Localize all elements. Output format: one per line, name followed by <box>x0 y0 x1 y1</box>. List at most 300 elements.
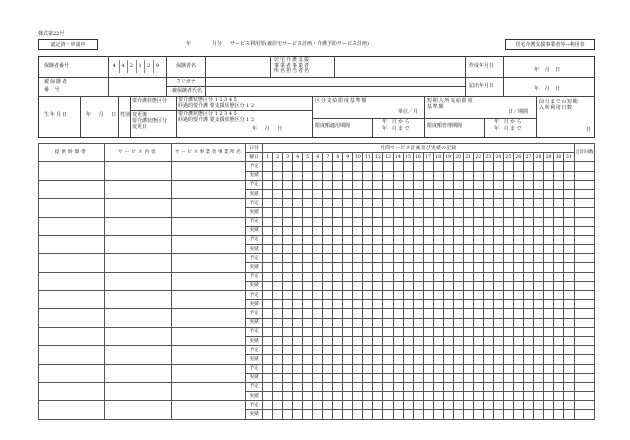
day-cell[interactable] <box>403 217 413 226</box>
day-cell[interactable] <box>564 392 574 401</box>
day-cell[interactable] <box>393 336 403 345</box>
day-cell[interactable] <box>554 336 564 345</box>
day-cell[interactable] <box>353 254 363 263</box>
day-cell[interactable] <box>453 171 463 180</box>
day-cell[interactable] <box>293 318 303 327</box>
day-cell[interactable] <box>353 401 363 410</box>
day-cell[interactable] <box>564 272 574 281</box>
day-cell[interactable] <box>323 272 333 281</box>
day-cell[interactable] <box>283 208 293 217</box>
day-cell[interactable] <box>453 272 463 281</box>
day-cell[interactable] <box>543 281 553 290</box>
day-cell[interactable] <box>503 281 513 290</box>
day-cell[interactable] <box>413 336 423 345</box>
day-cell[interactable] <box>303 291 313 300</box>
day-cell[interactable] <box>333 373 343 382</box>
day-cell[interactable] <box>463 410 473 419</box>
day-cell[interactable] <box>443 410 453 419</box>
day-cell[interactable] <box>423 199 433 208</box>
day-cell[interactable] <box>433 208 443 217</box>
day-cell[interactable] <box>554 346 564 355</box>
day-cell[interactable] <box>564 263 574 272</box>
day-cell[interactable] <box>533 208 543 217</box>
day-cell[interactable] <box>503 254 513 263</box>
day-cell[interactable] <box>333 346 343 355</box>
day-cell[interactable] <box>503 199 513 208</box>
total-cell[interactable] <box>574 245 594 254</box>
day-cell[interactable] <box>533 346 543 355</box>
day-cell[interactable] <box>564 410 574 419</box>
day-cell[interactable] <box>283 180 293 189</box>
day-cell[interactable] <box>323 364 333 373</box>
provider-cell[interactable] <box>172 254 246 272</box>
day-cell[interactable] <box>453 373 463 382</box>
day-cell[interactable] <box>433 364 443 373</box>
day-cell[interactable] <box>383 410 393 419</box>
provider-cell[interactable] <box>172 401 246 419</box>
day-cell[interactable] <box>303 309 313 318</box>
day-cell[interactable] <box>313 189 323 198</box>
day-cell[interactable] <box>483 346 493 355</box>
day-cell[interactable] <box>373 327 383 336</box>
day-cell[interactable] <box>413 410 423 419</box>
day-cell[interactable] <box>503 346 513 355</box>
day-cell[interactable] <box>503 382 513 391</box>
day-cell[interactable] <box>323 226 333 235</box>
total-cell[interactable] <box>574 364 594 373</box>
day-cell[interactable] <box>483 401 493 410</box>
day-cell[interactable] <box>453 401 463 410</box>
day-cell[interactable] <box>383 171 393 180</box>
day-cell[interactable] <box>393 189 403 198</box>
day-cell[interactable] <box>263 318 273 327</box>
day-cell[interactable] <box>493 180 503 189</box>
day-cell[interactable] <box>423 309 433 318</box>
day-cell[interactable] <box>303 171 313 180</box>
day-cell[interactable] <box>363 373 373 382</box>
day-cell[interactable] <box>543 199 553 208</box>
day-cell[interactable] <box>383 245 393 254</box>
day-cell[interactable] <box>273 245 283 254</box>
day-cell[interactable] <box>403 401 413 410</box>
day-cell[interactable] <box>483 180 493 189</box>
day-cell[interactable] <box>423 180 433 189</box>
day-cell[interactable] <box>433 300 443 309</box>
day-cell[interactable] <box>473 217 483 226</box>
day-cell[interactable] <box>433 336 443 345</box>
day-cell[interactable] <box>363 355 373 364</box>
day-cell[interactable] <box>473 401 483 410</box>
total-cell[interactable] <box>574 346 594 355</box>
day-cell[interactable] <box>323 254 333 263</box>
day-cell[interactable] <box>313 199 323 208</box>
day-cell[interactable] <box>313 217 323 226</box>
day-cell[interactable] <box>483 318 493 327</box>
day-cell[interactable] <box>463 254 473 263</box>
day-cell[interactable] <box>283 162 293 171</box>
total-cell[interactable] <box>574 171 594 180</box>
day-cell[interactable] <box>513 199 523 208</box>
day-cell[interactable] <box>413 162 423 171</box>
day-cell[interactable] <box>493 162 503 171</box>
day-cell[interactable] <box>543 291 553 300</box>
day-cell[interactable] <box>493 272 503 281</box>
day-cell[interactable] <box>273 235 283 244</box>
day-cell[interactable] <box>293 235 303 244</box>
day-cell[interactable] <box>513 410 523 419</box>
day-cell[interactable] <box>493 245 503 254</box>
day-cell[interactable] <box>353 171 363 180</box>
day-cell[interactable] <box>473 291 483 300</box>
day-cell[interactable] <box>543 382 553 391</box>
service-cell[interactable] <box>104 272 172 290</box>
day-cell[interactable] <box>283 410 293 419</box>
day-cell[interactable] <box>353 272 363 281</box>
day-cell[interactable] <box>554 327 564 336</box>
day-cell[interactable] <box>483 189 493 198</box>
day-cell[interactable] <box>554 208 564 217</box>
day-cell[interactable] <box>413 263 423 272</box>
day-cell[interactable] <box>473 254 483 263</box>
day-cell[interactable] <box>343 382 353 391</box>
day-cell[interactable] <box>423 382 433 391</box>
time-cell[interactable] <box>39 272 105 290</box>
day-cell[interactable] <box>283 189 293 198</box>
day-cell[interactable] <box>493 382 503 391</box>
day-cell[interactable] <box>443 364 453 373</box>
day-cell[interactable] <box>373 355 383 364</box>
day-cell[interactable] <box>363 382 373 391</box>
day-cell[interactable] <box>393 226 403 235</box>
service-cell[interactable] <box>104 327 172 345</box>
day-cell[interactable] <box>543 401 553 410</box>
day-cell[interactable] <box>313 327 323 336</box>
day-cell[interactable] <box>543 392 553 401</box>
day-cell[interactable] <box>393 309 403 318</box>
day-cell[interactable] <box>533 309 543 318</box>
day-cell[interactable] <box>283 263 293 272</box>
day-cell[interactable] <box>293 373 303 382</box>
day-cell[interactable] <box>564 235 574 244</box>
day-cell[interactable] <box>543 217 553 226</box>
day-cell[interactable] <box>313 410 323 419</box>
day-cell[interactable] <box>303 355 313 364</box>
day-cell[interactable] <box>473 235 483 244</box>
day-cell[interactable] <box>453 235 463 244</box>
day-cell[interactable] <box>293 355 303 364</box>
day-cell[interactable] <box>323 281 333 290</box>
day-cell[interactable] <box>263 162 273 171</box>
day-cell[interactable] <box>443 336 453 345</box>
day-cell[interactable] <box>503 226 513 235</box>
day-cell[interactable] <box>323 245 333 254</box>
day-cell[interactable] <box>393 327 403 336</box>
day-cell[interactable] <box>283 272 293 281</box>
day-cell[interactable] <box>433 392 443 401</box>
service-cell[interactable] <box>104 382 172 400</box>
day-cell[interactable] <box>564 171 574 180</box>
day-cell[interactable] <box>363 180 373 189</box>
day-cell[interactable] <box>513 217 523 226</box>
day-cell[interactable] <box>533 373 543 382</box>
day-cell[interactable] <box>313 226 323 235</box>
day-cell[interactable] <box>453 410 463 419</box>
day-cell[interactable] <box>564 327 574 336</box>
day-cell[interactable] <box>473 281 483 290</box>
day-cell[interactable] <box>533 263 543 272</box>
total-cell[interactable] <box>574 226 594 235</box>
day-cell[interactable] <box>293 272 303 281</box>
day-cell[interactable] <box>343 263 353 272</box>
day-cell[interactable] <box>533 171 543 180</box>
day-cell[interactable] <box>533 327 543 336</box>
day-cell[interactable] <box>353 410 363 419</box>
day-cell[interactable] <box>303 373 313 382</box>
day-cell[interactable] <box>554 263 564 272</box>
service-cell[interactable] <box>104 364 172 382</box>
day-cell[interactable] <box>263 346 273 355</box>
day-cell[interactable] <box>303 226 313 235</box>
day-cell[interactable] <box>383 199 393 208</box>
day-cell[interactable] <box>483 300 493 309</box>
day-cell[interactable] <box>433 355 443 364</box>
day-cell[interactable] <box>513 346 523 355</box>
day-cell[interactable] <box>443 189 453 198</box>
day-cell[interactable] <box>503 364 513 373</box>
provider-cell[interactable] <box>172 364 246 382</box>
day-cell[interactable] <box>313 309 323 318</box>
day-cell[interactable] <box>554 171 564 180</box>
day-cell[interactable] <box>403 291 413 300</box>
day-cell[interactable] <box>283 364 293 373</box>
day-cell[interactable] <box>483 226 493 235</box>
day-cell[interactable] <box>564 364 574 373</box>
day-cell[interactable] <box>383 208 393 217</box>
day-cell[interactable] <box>403 226 413 235</box>
day-cell[interactable] <box>293 336 303 345</box>
day-cell[interactable] <box>353 235 363 244</box>
day-cell[interactable] <box>293 208 303 217</box>
day-cell[interactable] <box>433 226 443 235</box>
day-cell[interactable] <box>333 318 343 327</box>
day-cell[interactable] <box>313 263 323 272</box>
day-cell[interactable] <box>443 180 453 189</box>
day-cell[interactable] <box>313 208 323 217</box>
day-cell[interactable] <box>333 291 343 300</box>
day-cell[interactable] <box>443 373 453 382</box>
day-cell[interactable] <box>493 392 503 401</box>
day-cell[interactable] <box>433 346 443 355</box>
day-cell[interactable] <box>564 180 574 189</box>
day-cell[interactable] <box>413 346 423 355</box>
day-cell[interactable] <box>554 199 564 208</box>
day-cell[interactable] <box>433 373 443 382</box>
day-cell[interactable] <box>543 235 553 244</box>
day-cell[interactable] <box>373 263 383 272</box>
day-cell[interactable] <box>393 364 403 373</box>
day-cell[interactable] <box>403 373 413 382</box>
day-cell[interactable] <box>554 291 564 300</box>
day-cell[interactable] <box>353 382 363 391</box>
provider-cell[interactable] <box>172 272 246 290</box>
day-cell[interactable] <box>493 309 503 318</box>
day-cell[interactable] <box>333 162 343 171</box>
day-cell[interactable] <box>363 189 373 198</box>
day-cell[interactable] <box>273 346 283 355</box>
day-cell[interactable] <box>564 373 574 382</box>
total-cell[interactable] <box>574 217 594 226</box>
day-cell[interactable] <box>513 281 523 290</box>
day-cell[interactable] <box>323 318 333 327</box>
day-cell[interactable] <box>273 364 283 373</box>
day-cell[interactable] <box>283 401 293 410</box>
day-cell[interactable] <box>383 318 393 327</box>
day-cell[interactable] <box>473 392 483 401</box>
day-cell[interactable] <box>373 162 383 171</box>
day-cell[interactable] <box>413 355 423 364</box>
day-cell[interactable] <box>483 208 493 217</box>
day-cell[interactable] <box>373 254 383 263</box>
day-cell[interactable] <box>353 199 363 208</box>
day-cell[interactable] <box>423 162 433 171</box>
time-cell[interactable] <box>39 327 105 345</box>
day-cell[interactable] <box>493 327 503 336</box>
day-cell[interactable] <box>503 355 513 364</box>
day-cell[interactable] <box>353 226 363 235</box>
day-cell[interactable] <box>473 162 483 171</box>
day-cell[interactable] <box>263 235 273 244</box>
day-cell[interactable] <box>363 364 373 373</box>
day-cell[interactable] <box>263 199 273 208</box>
day-cell[interactable] <box>443 392 453 401</box>
day-cell[interactable] <box>493 355 503 364</box>
day-cell[interactable] <box>533 180 543 189</box>
day-cell[interactable] <box>433 272 443 281</box>
day-cell[interactable] <box>533 355 543 364</box>
day-cell[interactable] <box>554 392 564 401</box>
day-cell[interactable] <box>463 382 473 391</box>
day-cell[interactable] <box>503 217 513 226</box>
day-cell[interactable] <box>564 199 574 208</box>
day-cell[interactable] <box>363 309 373 318</box>
day-cell[interactable] <box>554 226 564 235</box>
day-cell[interactable] <box>423 281 433 290</box>
total-cell[interactable] <box>574 254 594 263</box>
day-cell[interactable] <box>333 401 343 410</box>
day-cell[interactable] <box>473 346 483 355</box>
day-cell[interactable] <box>373 226 383 235</box>
day-cell[interactable] <box>513 254 523 263</box>
day-cell[interactable] <box>393 235 403 244</box>
day-cell[interactable] <box>463 300 473 309</box>
service-cell[interactable] <box>104 254 172 272</box>
day-cell[interactable] <box>463 291 473 300</box>
day-cell[interactable] <box>333 300 343 309</box>
day-cell[interactable] <box>453 226 463 235</box>
day-cell[interactable] <box>473 300 483 309</box>
day-cell[interactable] <box>493 208 503 217</box>
day-cell[interactable] <box>373 245 383 254</box>
day-cell[interactable] <box>503 309 513 318</box>
day-cell[interactable] <box>373 392 383 401</box>
day-cell[interactable] <box>343 272 353 281</box>
day-cell[interactable] <box>413 226 423 235</box>
day-cell[interactable] <box>463 171 473 180</box>
day-cell[interactable] <box>483 263 493 272</box>
day-cell[interactable] <box>483 217 493 226</box>
day-cell[interactable] <box>393 291 403 300</box>
day-cell[interactable] <box>564 309 574 318</box>
day-cell[interactable] <box>413 382 423 391</box>
day-cell[interactable] <box>343 245 353 254</box>
day-cell[interactable] <box>554 309 564 318</box>
day-cell[interactable] <box>503 263 513 272</box>
day-cell[interactable] <box>273 189 283 198</box>
day-cell[interactable] <box>353 364 363 373</box>
day-cell[interactable] <box>483 382 493 391</box>
day-cell[interactable] <box>273 410 283 419</box>
day-cell[interactable] <box>543 309 553 318</box>
day-cell[interactable] <box>543 410 553 419</box>
day-cell[interactable] <box>423 171 433 180</box>
day-cell[interactable] <box>403 180 413 189</box>
day-cell[interactable] <box>393 171 403 180</box>
day-cell[interactable] <box>393 355 403 364</box>
day-cell[interactable] <box>423 336 433 345</box>
day-cell[interactable] <box>423 300 433 309</box>
day-cell[interactable] <box>463 281 473 290</box>
day-cell[interactable] <box>403 263 413 272</box>
day-cell[interactable] <box>543 355 553 364</box>
day-cell[interactable] <box>543 318 553 327</box>
day-cell[interactable] <box>383 364 393 373</box>
day-cell[interactable] <box>463 208 473 217</box>
day-cell[interactable] <box>403 272 413 281</box>
day-cell[interactable] <box>533 235 543 244</box>
day-cell[interactable] <box>423 254 433 263</box>
day-cell[interactable] <box>543 180 553 189</box>
day-cell[interactable] <box>483 281 493 290</box>
day-cell[interactable] <box>343 410 353 419</box>
day-cell[interactable] <box>373 318 383 327</box>
day-cell[interactable] <box>513 364 523 373</box>
day-cell[interactable] <box>453 180 463 189</box>
day-cell[interactable] <box>323 309 333 318</box>
day-cell[interactable] <box>273 199 283 208</box>
day-cell[interactable] <box>423 217 433 226</box>
day-cell[interactable] <box>343 171 353 180</box>
day-cell[interactable] <box>333 355 343 364</box>
day-cell[interactable] <box>533 199 543 208</box>
day-cell[interactable] <box>393 272 403 281</box>
day-cell[interactable] <box>283 355 293 364</box>
day-cell[interactable] <box>283 327 293 336</box>
day-cell[interactable] <box>453 208 463 217</box>
total-cell[interactable] <box>574 272 594 281</box>
day-cell[interactable] <box>273 309 283 318</box>
total-cell[interactable] <box>574 355 594 364</box>
day-cell[interactable] <box>403 281 413 290</box>
day-cell[interactable] <box>313 401 323 410</box>
day-cell[interactable] <box>413 401 423 410</box>
day-cell[interactable] <box>323 346 333 355</box>
provider-cell[interactable] <box>172 162 246 180</box>
day-cell[interactable] <box>303 189 313 198</box>
time-cell[interactable] <box>39 180 105 198</box>
day-cell[interactable] <box>363 217 373 226</box>
day-cell[interactable] <box>554 272 564 281</box>
day-cell[interactable] <box>493 346 503 355</box>
